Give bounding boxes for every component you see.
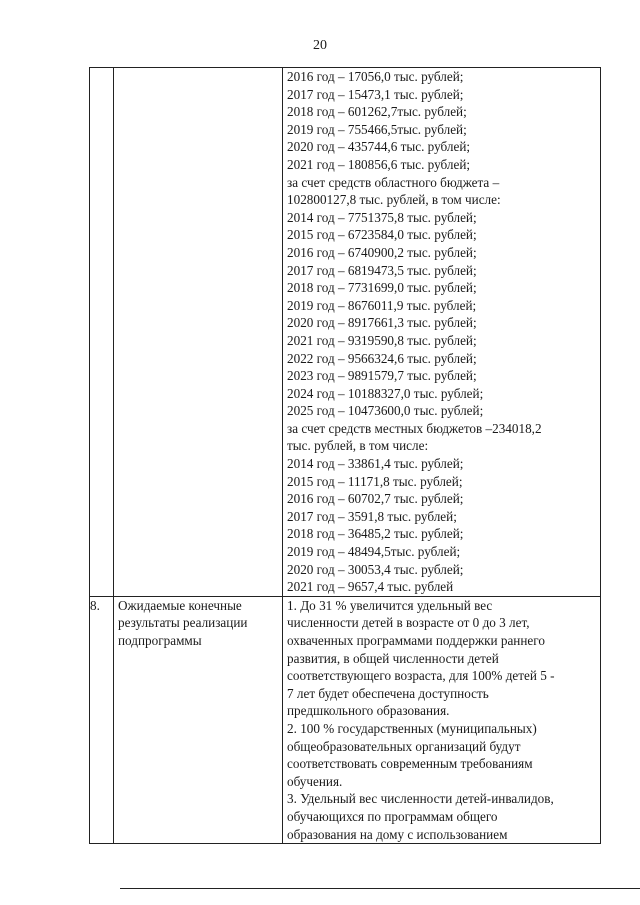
funding-line: 2025 год – 10473600,0 тыс. рублей; (287, 403, 484, 419)
result-line: 7 лет будет обеспечена доступность (287, 685, 489, 701)
funding-line: 2016 год – 17056,0 тыс. рублей; (287, 69, 464, 84)
result-line: общеобразовательных организаций будут (287, 738, 521, 754)
funding-line: 2020 год – 8917661,3 тыс. рублей; (287, 315, 477, 331)
results-content-cell (283, 596, 601, 843)
result-line: соответствующего возраста, для 100% детей 5 - (287, 668, 555, 684)
funding-line: 2019 год – 755466,5тыс. рублей; (287, 121, 467, 137)
funding-line: 102800127,8 тыс. рублей, в том числе: (287, 192, 501, 208)
result-line: предшкольного образования. (287, 703, 450, 719)
funding-line: 2021 год – 180856,6 тыс. рублей; (287, 156, 471, 172)
result-line: соответствовать современным требованиям (287, 756, 533, 772)
funding-line: 2021 год – 9319590,8 тыс. рублей; (287, 332, 477, 348)
funding-line: 2021 год – 9657,4 тыс. рублей (287, 579, 454, 595)
funding-content-cell (283, 68, 601, 597)
result-line: образования на дому с использованием (287, 826, 508, 842)
funding-line: 2014 год – 7751375,8 тыс. рублей; (287, 209, 477, 225)
table-row-continued (90, 68, 601, 597)
funding-line: 2015 год – 11171,8 тыс. рублей; (287, 473, 463, 489)
row-label-line: результаты реализации (118, 615, 248, 631)
page-bottom-rule (120, 888, 640, 889)
funding-line: 2019 год – 8676011,9 тыс. рублей; (287, 297, 477, 313)
funding-line: за счет средств местных бюджетов –234018,2 (287, 420, 542, 436)
funding-line: 2023 год – 9891579,7 тыс. рублей; (287, 368, 477, 384)
funding-line: 2018 год – 601262,7тыс. рублей; (287, 104, 467, 120)
funding-line: 2016 год – 6740900,2 тыс. рублей; (287, 244, 477, 260)
funding-line: 2024 год – 10188327,0 тыс. рублей; (287, 385, 484, 401)
row-label-cell-empty (114, 68, 283, 597)
funding-lines (283, 68, 600, 596)
result-line: 3. Удельный вес численности детей-инвалидов, (287, 791, 554, 807)
result-line: 2. 100 % государственных (муниципальных) (287, 720, 537, 736)
result-line: охваченных программами поддержки раннего (287, 633, 545, 648)
funding-line: 2017 год – 6819473,5 тыс. рублей; (287, 262, 477, 278)
row-number-cell-empty (90, 68, 114, 597)
funding-line: 2018 год – 7731699,0 тыс. рублей; (287, 280, 477, 296)
results-lines (283, 597, 600, 843)
funding-line: 2017 год – 15473,1 тыс. рублей; (287, 86, 464, 102)
row-label-line: подпрограммы (118, 633, 202, 648)
funding-line: за счет средств областного бюджета – (287, 174, 500, 190)
row-label-line: Ожидаемые конечные (118, 597, 242, 613)
funding-line: 2019 год – 48494,5тыс. рублей; (287, 544, 461, 560)
table-row-8 (90, 596, 601, 843)
result-line: численности детей в возрасте от 0 до 3 лет, (287, 615, 530, 631)
row-number: 8. (90, 596, 114, 843)
result-line: развития, в общей численности детей (287, 650, 499, 666)
row-label-cell (114, 596, 283, 843)
funding-line: 2020 год – 435744,6 тыс. рублей; (287, 139, 471, 155)
funding-line: 2018 год – 36485,2 тыс. рублей; (287, 526, 464, 542)
funding-line: 2014 год – 33861,4 тыс. рублей; (287, 456, 464, 472)
result-line: 1. До 31 % увеличится удельный вес (287, 597, 493, 613)
page-number: 20 (313, 38, 327, 53)
funding-line: 2020 год – 30053,4 тыс. рублей; (287, 561, 464, 577)
funding-line: тыс. рублей, в том числе: (287, 438, 429, 454)
row-label (114, 597, 282, 650)
result-line: обучения. (287, 773, 343, 789)
funding-line: 2017 год – 3591,8 тыс. рублей; (287, 508, 457, 524)
funding-line: 2015 год – 6723584,0 тыс. рублей; (287, 227, 477, 243)
result-line: обучающихся по программам общего (287, 808, 498, 824)
funding-line: 2016 год – 60702,7 тыс. рублей; (287, 491, 464, 507)
program-table (89, 67, 601, 844)
funding-line: 2022 год – 9566324,6 тыс. рублей; (287, 350, 477, 366)
